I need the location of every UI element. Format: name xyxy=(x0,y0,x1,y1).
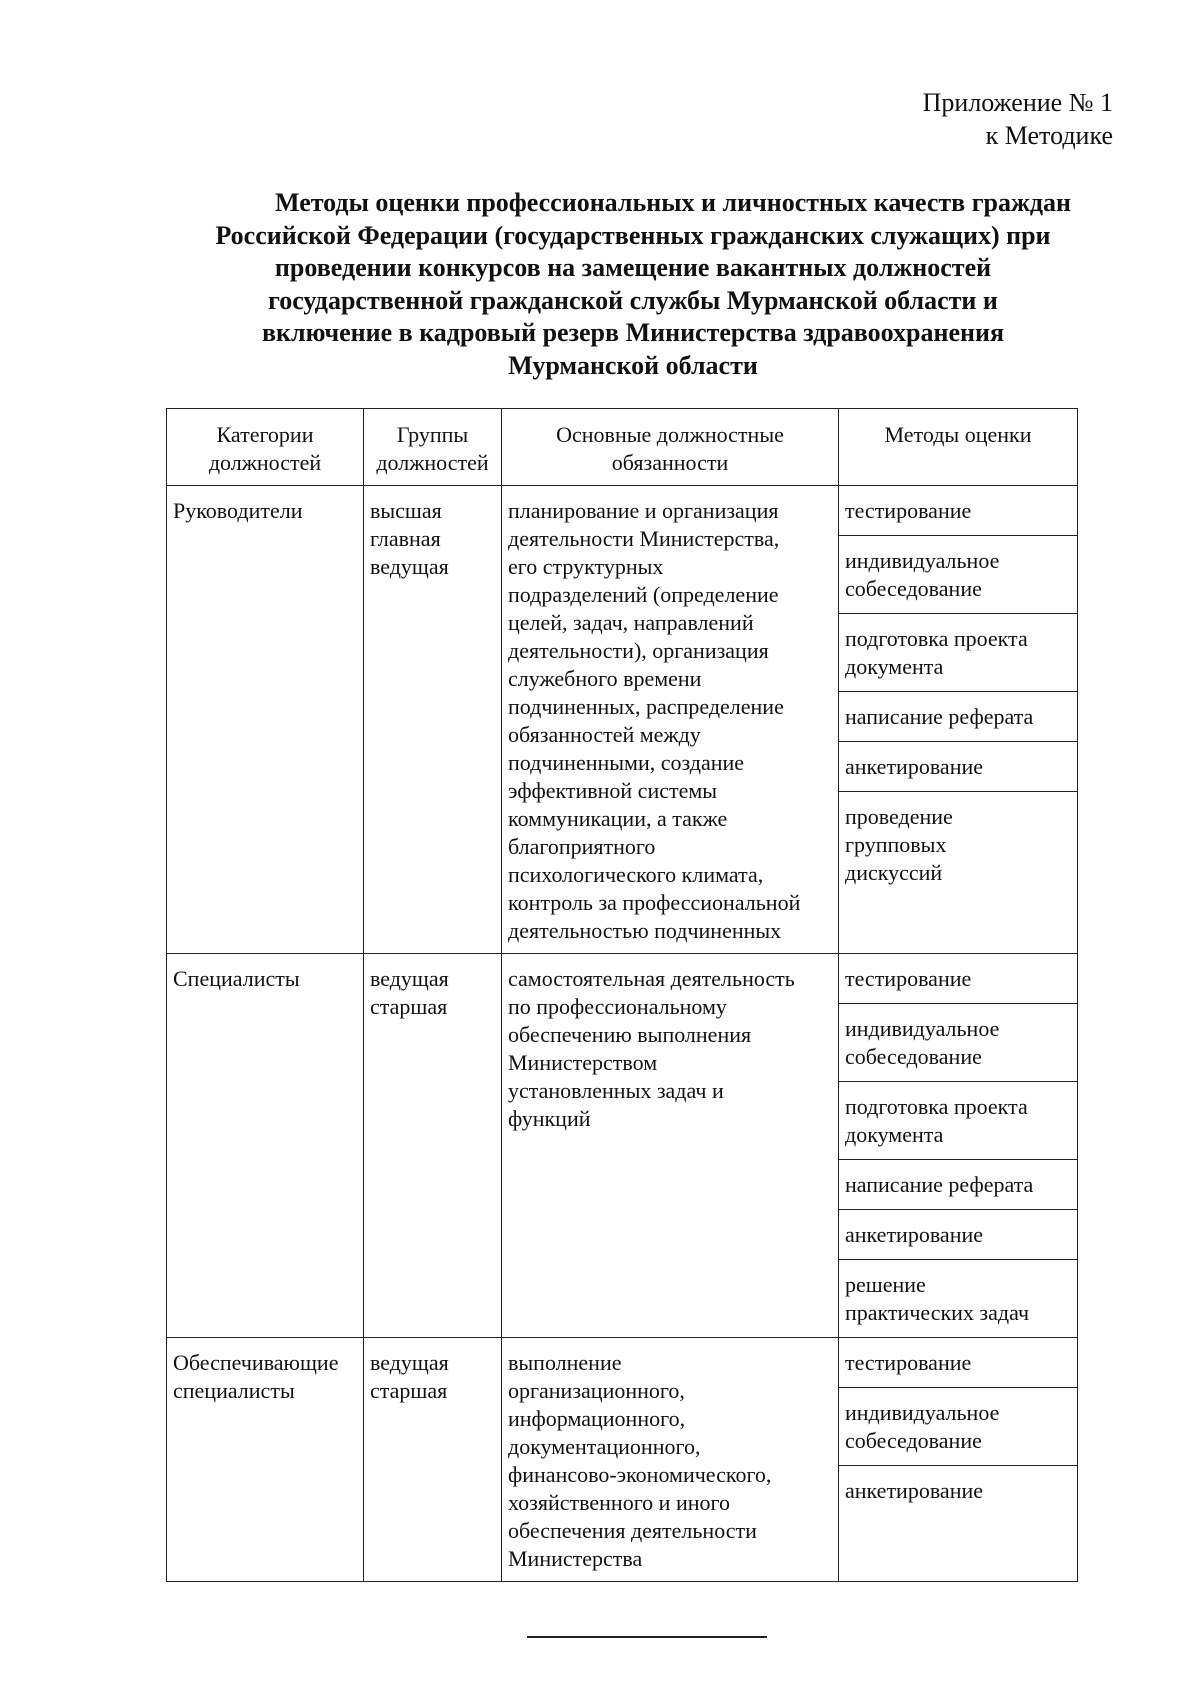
title-line: проведении конкурсов на замещение вакантных должностей xyxy=(274,253,992,282)
footer-divider xyxy=(527,1636,767,1638)
methods-table xyxy=(166,408,1078,1582)
method-item: подготовка проекта документа xyxy=(839,1082,1077,1160)
method-item: тестирование xyxy=(839,486,1077,536)
groups-cell: ведущая старшая xyxy=(364,954,502,1338)
methods-cell xyxy=(839,1338,1078,1582)
title-line: государственной гражданской службы Мурманской области и xyxy=(268,285,998,315)
method-item: написание реферата xyxy=(839,692,1077,742)
methods-cell xyxy=(839,954,1078,1338)
groups-cell: высшая главная ведущая xyxy=(364,486,502,954)
table-row xyxy=(167,1338,1078,1582)
method-item: подготовка проекта документа xyxy=(839,614,1077,692)
method-item: решение практических задач xyxy=(845,1272,1030,1325)
method-item: проведение групповых дискуссий xyxy=(845,804,953,885)
title-line: Мурманской области xyxy=(508,350,758,380)
duties-cell: планирование и организация деятельности Министерства, его структурных подразделений (определение целей, задач, направлений деятельности), организация служебного времени подчиненных, распределение обязанностей между подчиненными, создание эффективной системы коммуникации, а также благоприятного психологического климата, контроль за профессиональной деятельностью подчиненных xyxy=(502,486,839,954)
method-item: анкетирование xyxy=(839,742,1077,792)
appendix-reference: к Методике xyxy=(985,121,1113,150)
duties-cell: выполнение организационного, информационного, документационного, финансово-экономического, хозяйственного и иного обеспечения деятельности Министерства xyxy=(502,1338,839,1582)
table-header-row xyxy=(167,409,1078,486)
method-item: анкетирование xyxy=(839,1210,1077,1260)
title-line: включение в кадровый резерв Министерства здравоохранения xyxy=(261,318,1005,347)
header-methods: Методы оценки xyxy=(839,409,1078,486)
method-item: написание реферата xyxy=(839,1160,1077,1210)
groups-cell: ведущая старшая xyxy=(364,1338,502,1582)
table-row xyxy=(167,486,1078,954)
method-item: анкетирование xyxy=(845,1478,984,1503)
document-title xyxy=(150,187,1116,382)
method-item: индивидуальное собеседование xyxy=(839,536,1077,614)
title-line: Российской Федерации (государственных гражданских служащих) при xyxy=(215,220,1051,250)
methods-cell xyxy=(839,486,1078,954)
method-item: индивидуальное собеседование xyxy=(839,1388,1077,1466)
appendix-number: Приложение № 1 xyxy=(922,88,1113,117)
header-groups: Группы должностей xyxy=(364,409,502,486)
method-item: индивидуальное собеседование xyxy=(839,1004,1077,1082)
category-cell: Специалисты xyxy=(167,954,364,1338)
title-line: Методы оценки профессиональных и личностных качеств граждан xyxy=(275,188,1071,217)
method-item: тестирование xyxy=(839,954,1077,1004)
method-item: тестирование xyxy=(839,1338,1077,1388)
category-cell: Руководители xyxy=(167,486,364,954)
category-cell: Обеспечивающие специалисты xyxy=(167,1338,364,1582)
header-duties: Основные должностные обязанности xyxy=(502,409,839,486)
table-row xyxy=(167,954,1078,1338)
header-category: Категории должностей xyxy=(167,409,364,486)
appendix-label xyxy=(923,86,1113,152)
duties-cell: самостоятельная деятельность по профессиональному обеспечению выполнения Министерством установленных задач и функций xyxy=(502,954,839,1338)
